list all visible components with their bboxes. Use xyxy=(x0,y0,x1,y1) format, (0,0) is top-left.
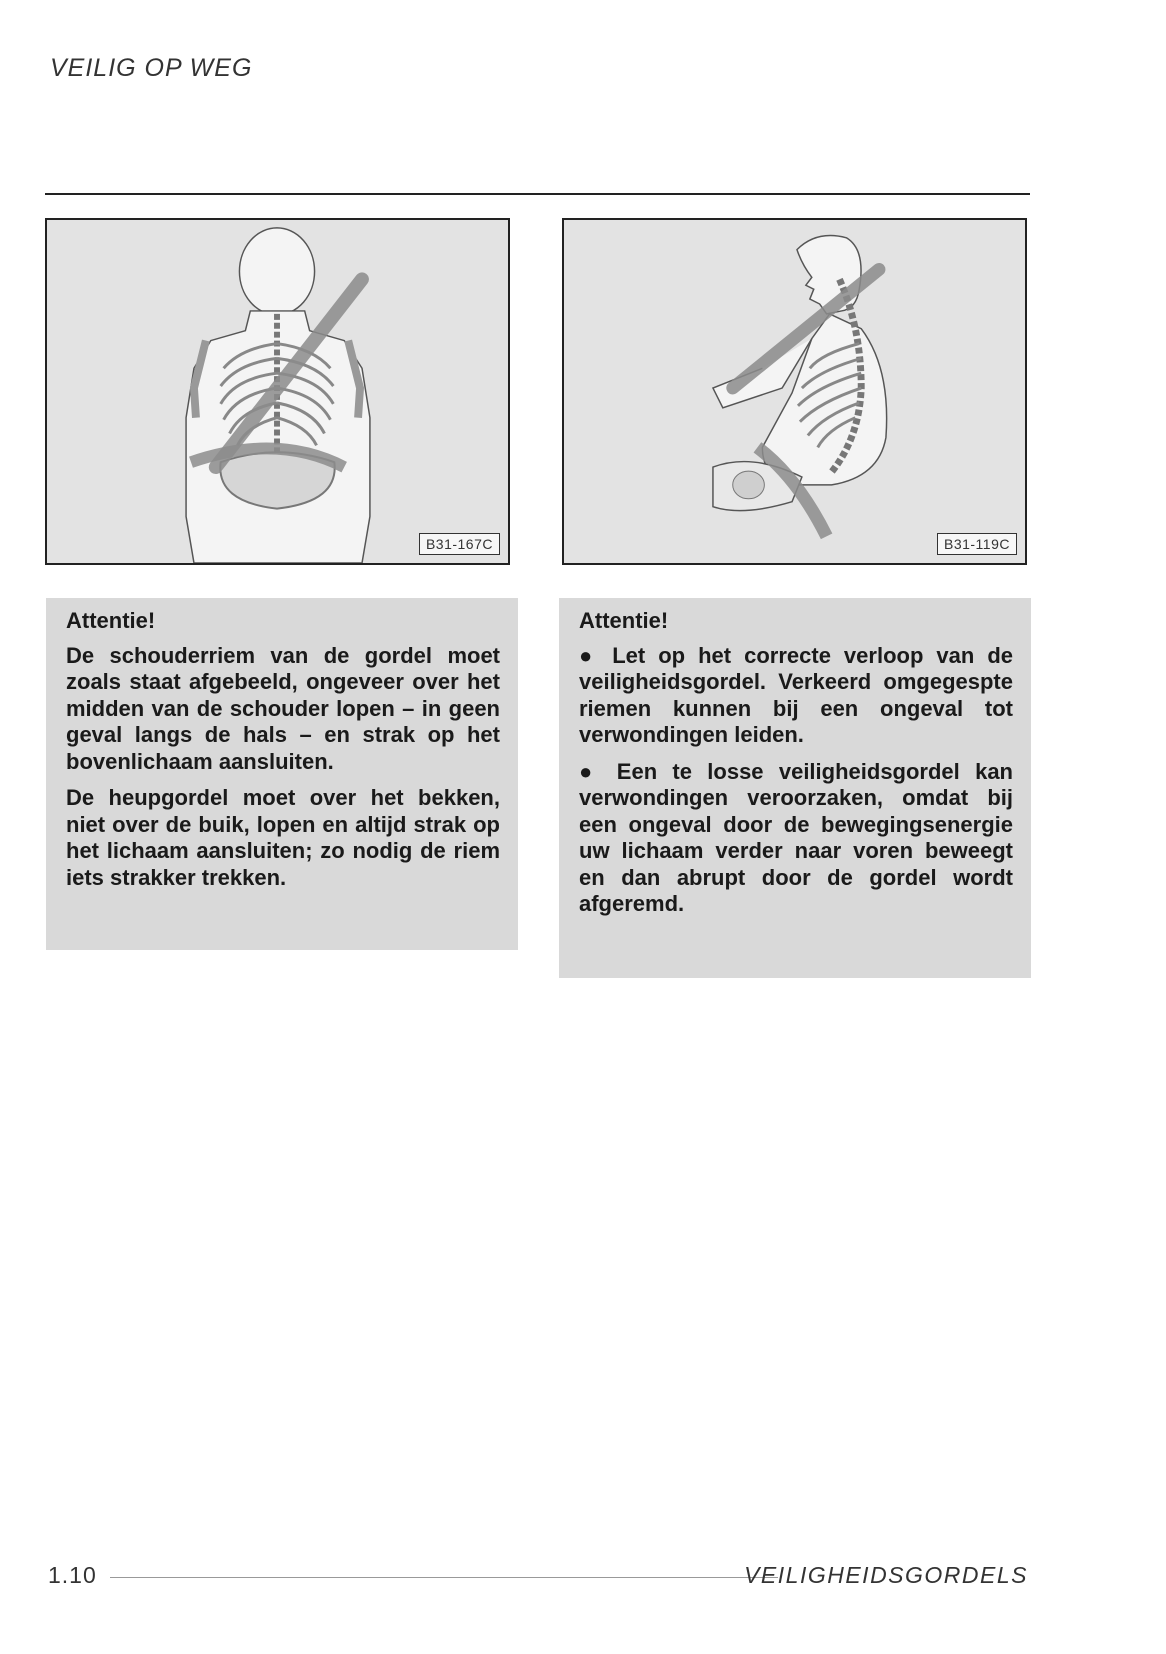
note-heading: Attentie! xyxy=(579,608,669,633)
note-paragraph: De heupgordel moet over het bekken, niet over de buik, lopen en altijd strak op het lichaam aansluiten; zo nodig de riem iets strakker trekken. xyxy=(66,785,500,890)
note-bullet: ● Let op het correcte verloop van de veiligheidsgordel. Verkeerd omgegespte riemen kunnen bij een ongeval tot verwondingen leiden. xyxy=(579,643,1013,749)
figure-side-view xyxy=(562,218,1027,565)
note-bullet: ● Een te losse veiligheidsgordel kan verwondingen veroorzaken, omdat bij een ongeval door de bewegingsenergie uw lichaam verder naar voren beweegt en dan abrupt door de gordel wordt afgeremd. xyxy=(579,759,1013,918)
back-view-illustration xyxy=(47,220,508,563)
page-number: 1.10 xyxy=(48,1562,97,1588)
figure-code: B31-119C xyxy=(937,533,1017,555)
running-header: VEILIG OP WEG xyxy=(50,54,253,82)
figure-back-view xyxy=(45,218,510,565)
note-paragraph: De schouderriem van de gordel moet zoals staat afgebeeld, ongeveer over het midden van de schouder lopen – in geen geval langs de hals – en strak op het bovenlichaam aansluiten. xyxy=(66,642,500,774)
header-rule xyxy=(45,193,1030,195)
attention-note-left xyxy=(46,598,518,950)
figure-code: B31-167C xyxy=(419,533,500,555)
attention-note-right xyxy=(559,598,1031,978)
side-view-illustration xyxy=(564,220,1025,563)
footer-rule xyxy=(110,1577,778,1578)
section-title: VEILIGHEIDSGORDELS xyxy=(744,1562,1028,1588)
note-heading: Attentie! xyxy=(66,608,156,633)
